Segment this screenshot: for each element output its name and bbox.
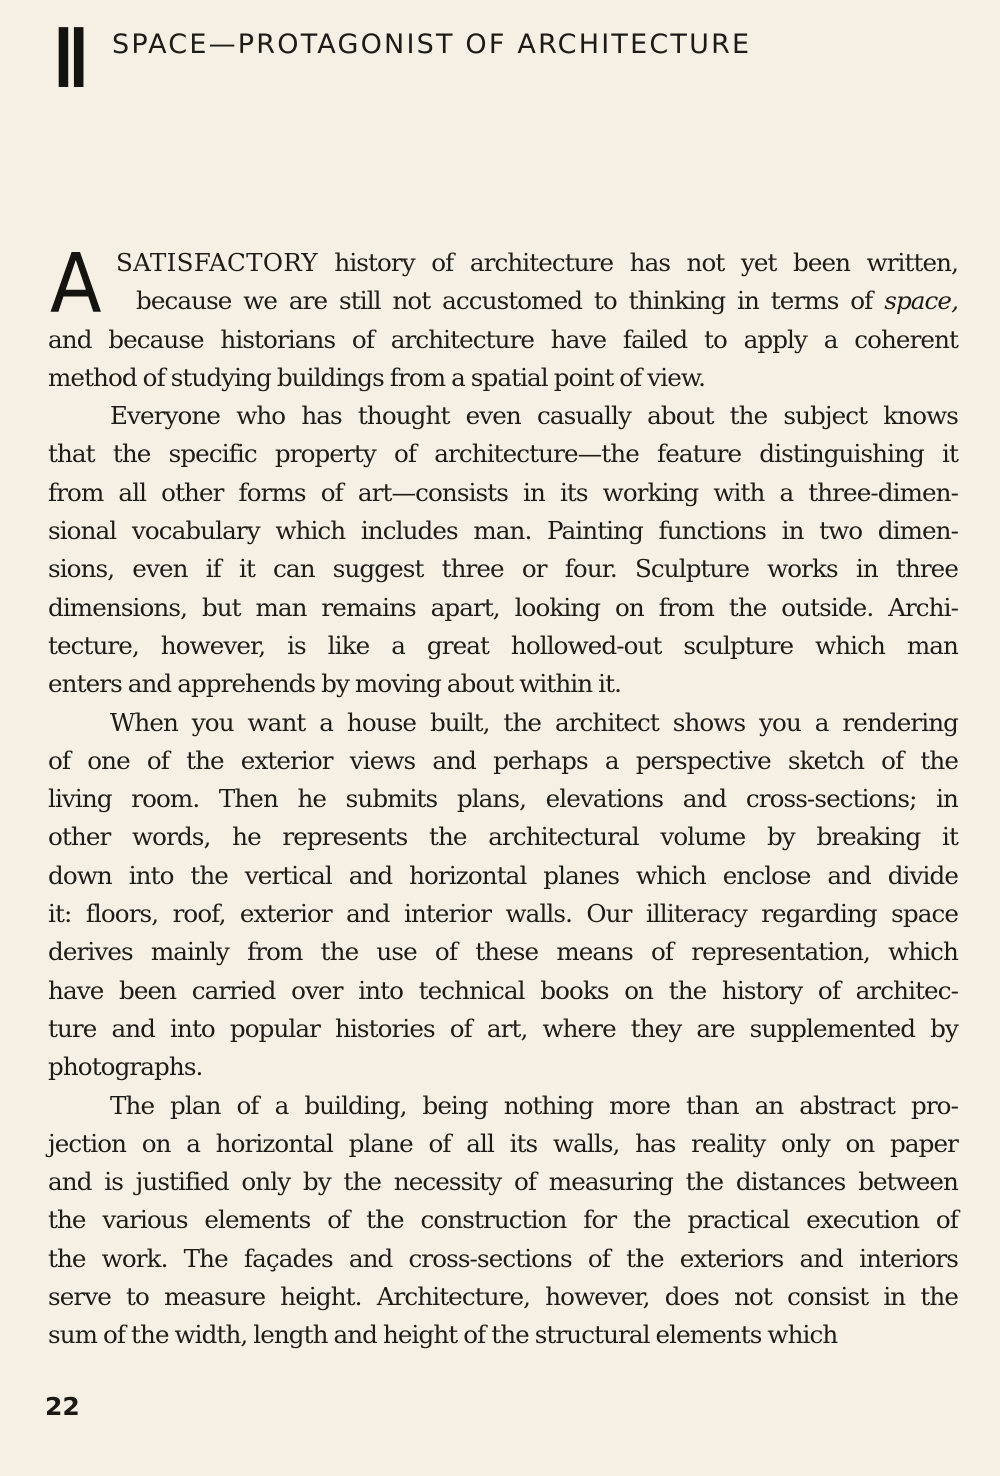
text-line (48, 704, 958, 742)
text-line (48, 1163, 958, 1201)
text-line (48, 933, 958, 971)
text-line (48, 397, 958, 435)
chapter-header (54, 12, 954, 107)
paragraph (48, 1087, 958, 1355)
text-line (48, 1240, 958, 1278)
text-segment: history of architecture has not yet been written, (317, 248, 958, 277)
text-segment: enters and apprehends by moving about within it. (48, 669, 621, 699)
text-line (48, 1087, 958, 1125)
text-segment: from all other forms of art—consists in its working with a three-dimen- (48, 477, 958, 507)
text-line (48, 665, 958, 703)
text-segment: space, (884, 286, 958, 316)
text-line (48, 780, 958, 818)
text-segment: serve to measure height. Architecture, however, does not consist in the (48, 1282, 958, 1312)
text-segment: sum of the width, length and height of the structural elements which (48, 1320, 838, 1350)
text-line (48, 474, 958, 512)
text-line (48, 1125, 958, 1163)
text-segment: sional vocabulary which includes man. Painting functions in two dimen- (48, 516, 958, 546)
text-segment: tecture, however, is like a great hollowed-out sculpture which man (48, 630, 958, 660)
text-line (48, 359, 958, 397)
text-segment: The plan of a building, being nothing more than an abstract pro- (110, 1090, 958, 1120)
text-segment: ture and into popular histories of art, where they are supplemented by (48, 1013, 958, 1043)
text-segment: of one of the exterior views and perhaps a perspective sketch of the (48, 745, 958, 775)
paragraph (48, 704, 958, 1087)
text-segment: When you want a house built, the architect shows you a rendering (110, 707, 958, 737)
text-line (48, 1048, 958, 1086)
chapter-title: SPACE—PROTAGONIST OF ARCHITECTURE (112, 29, 752, 60)
text-line (48, 627, 958, 665)
paragraph (48, 237, 958, 397)
text-line (48, 1278, 958, 1316)
text-line (48, 1010, 958, 1048)
text-segment: that the specific property of architecture—the feature distinguishing it (48, 439, 958, 469)
text-segment: other words, he represents the architectural volume by breaking it (48, 822, 958, 852)
text-line (48, 282, 958, 320)
text-segment: Everyone who has thought even casually about the subject knows (110, 401, 958, 431)
text-line (48, 550, 958, 588)
text-line (48, 321, 958, 359)
text-segment: the work. The façades and cross-sections of the exteriors and interiors (48, 1243, 958, 1273)
text-line (48, 244, 958, 282)
text-line (48, 742, 958, 780)
text-segment: jection on a horizontal plane of all its walls, has reality only on paper (48, 1128, 958, 1158)
text-line (48, 895, 958, 933)
text-line (48, 435, 958, 473)
drop-cap: A (50, 237, 102, 332)
text-segment: derives mainly from the use of these means of representation, which (48, 937, 958, 967)
page-number: 22 (45, 1392, 80, 1421)
text-segment: and because historians of architecture have failed to apply a coherent (48, 324, 958, 354)
text-segment: SATISFACTORY (116, 248, 318, 277)
text-line (48, 857, 958, 895)
text-segment: photographs. (48, 1052, 203, 1082)
text-line (48, 512, 958, 550)
text-segment: dimensions, but man remains apart, looking on from the outside. Archi- (48, 592, 958, 622)
text-segment: living room. Then he submits plans, elevations and cross-sections; in (48, 784, 958, 814)
text-segment: down into the vertical and horizontal planes which enclose and divide (48, 860, 958, 890)
body-text (48, 237, 958, 1355)
text-line (48, 1316, 958, 1354)
text-line (48, 589, 958, 627)
text-segment: method of studying buildings from a spatial point of view. (48, 362, 706, 392)
text-line (48, 818, 958, 856)
chapter-number: II (54, 12, 85, 107)
text-segment: have been carried over into technical books on the history of architec- (48, 975, 958, 1005)
text-segment: because we are still not accustomed to thinking in terms of (136, 286, 885, 316)
text-segment: it: floors, roof, exterior and interior walls. Our illiteracy regarding space (48, 899, 958, 929)
text-segment: and is justified only by the necessity of measuring the distances between (48, 1167, 958, 1197)
paragraph (48, 397, 958, 703)
text-line (48, 1201, 958, 1239)
text-segment: the various elements of the construction for the practical execution of (48, 1205, 958, 1235)
text-line (48, 972, 958, 1010)
text-segment: sions, even if it can suggest three or four. Sculpture works in three (48, 554, 958, 584)
